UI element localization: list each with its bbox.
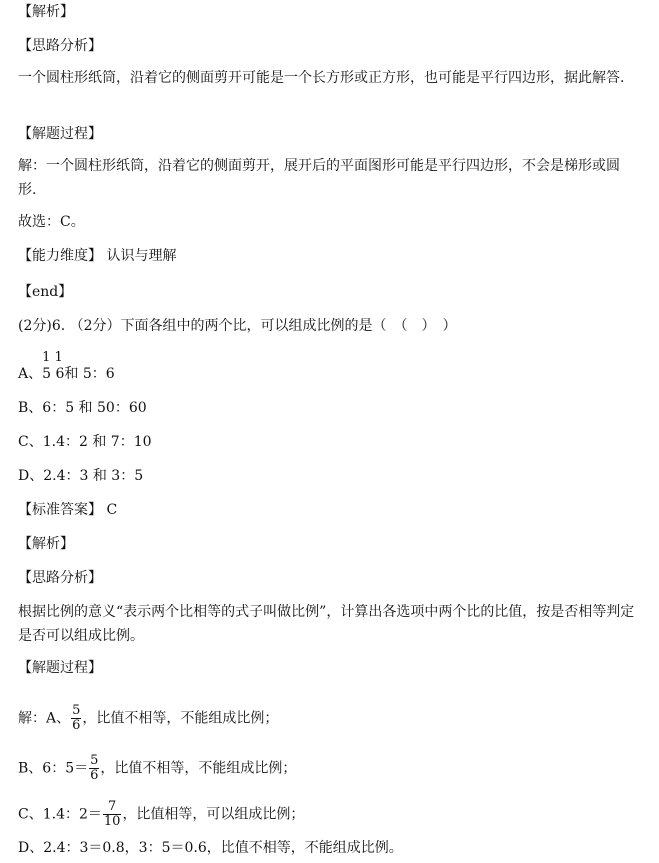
solution-a-fraction xyxy=(71,704,81,733)
fraction-denominator: 10 xyxy=(103,814,121,829)
fraction-denominator: 6 xyxy=(72,718,81,733)
ability-value: 认识与理解 xyxy=(106,248,177,264)
solution-b-fraction xyxy=(89,754,99,783)
solution-c-fraction xyxy=(103,800,122,829)
thinking-heading: 【思路分析】 xyxy=(18,38,102,54)
option-a-fraction xyxy=(42,350,65,384)
solution-d: D、2.4：3＝0.8，3：5＝0.6，比值不相等，不能组成比例。 xyxy=(18,840,403,856)
solution-b xyxy=(18,754,296,783)
option-c: C、1.4：2 和 7：10 xyxy=(18,434,152,450)
standard-answer xyxy=(18,500,117,520)
thinking-heading-2: 【思路分析】 xyxy=(18,570,102,586)
solution-a-prefix: 解：A、 xyxy=(18,710,71,727)
fraction-numerator: 5 xyxy=(90,753,99,768)
standard-label: 【标准答案】 xyxy=(18,502,102,518)
solution-c-suffix: ，比值相等，可以组成比例； xyxy=(122,806,305,823)
process-heading: 【解题过程】 xyxy=(18,126,102,142)
answer-line: 故选：C。 xyxy=(18,214,85,230)
end-tag: 【end】 xyxy=(18,284,73,300)
fraction-denominator: 6 xyxy=(90,768,99,783)
solution-a-suffix: ，比值不相等，不能组成比例； xyxy=(82,710,279,727)
standard-value: C xyxy=(106,502,118,518)
solution-c xyxy=(18,800,304,829)
option-a-top: 1 1 xyxy=(42,350,63,365)
fraction-numerator: 5 xyxy=(72,703,81,718)
solution-c-prefix: C、1.4：2＝ xyxy=(18,806,102,823)
option-a-suffix: 和 5：6 xyxy=(64,366,115,382)
ability-label: 【能力维度】 xyxy=(18,248,102,264)
process-heading-2: 【解题过程】 xyxy=(18,660,102,676)
option-d: D、2.4：3 和 3：5 xyxy=(18,468,144,484)
option-a-prefix: A、 xyxy=(18,366,43,382)
option-b: B、6：5 和 50：60 xyxy=(18,400,147,416)
question-stem: (2分)6. （2分）下面各组中的两个比，可以组成比例的是（ （ ） ） xyxy=(18,318,457,334)
analysis-heading: 【解析】 xyxy=(18,4,74,20)
option-a-bottom: 5 6 xyxy=(42,366,65,382)
ability-dimension xyxy=(18,246,176,266)
fraction-numerator: 7 xyxy=(108,799,117,814)
thinking-text-2: 根据比例的意义“表示两个比相等的式子叫做比例”，计算出各选项中两个比的比值，按是否相等判定是否可以组成比例。 xyxy=(18,604,635,644)
analysis-heading-2: 【解析】 xyxy=(18,536,74,552)
option-a xyxy=(18,350,115,384)
process-text: 解：一个圆柱形纸筒，沿着它的侧面剪开，展开后的平面图形可能是平行四边形，不会是梯形或圆形. xyxy=(18,158,620,198)
thinking-text: 一个圆柱形纸筒，沿着它的侧面剪开可能是一个长方形或正方形，也可能是平行四边形，据此解答. xyxy=(18,70,625,86)
solution-b-suffix: ，比值不相等，不能组成比例； xyxy=(100,760,297,777)
solution-b-prefix: B、6：5＝ xyxy=(18,760,89,777)
solution-a xyxy=(18,704,278,733)
